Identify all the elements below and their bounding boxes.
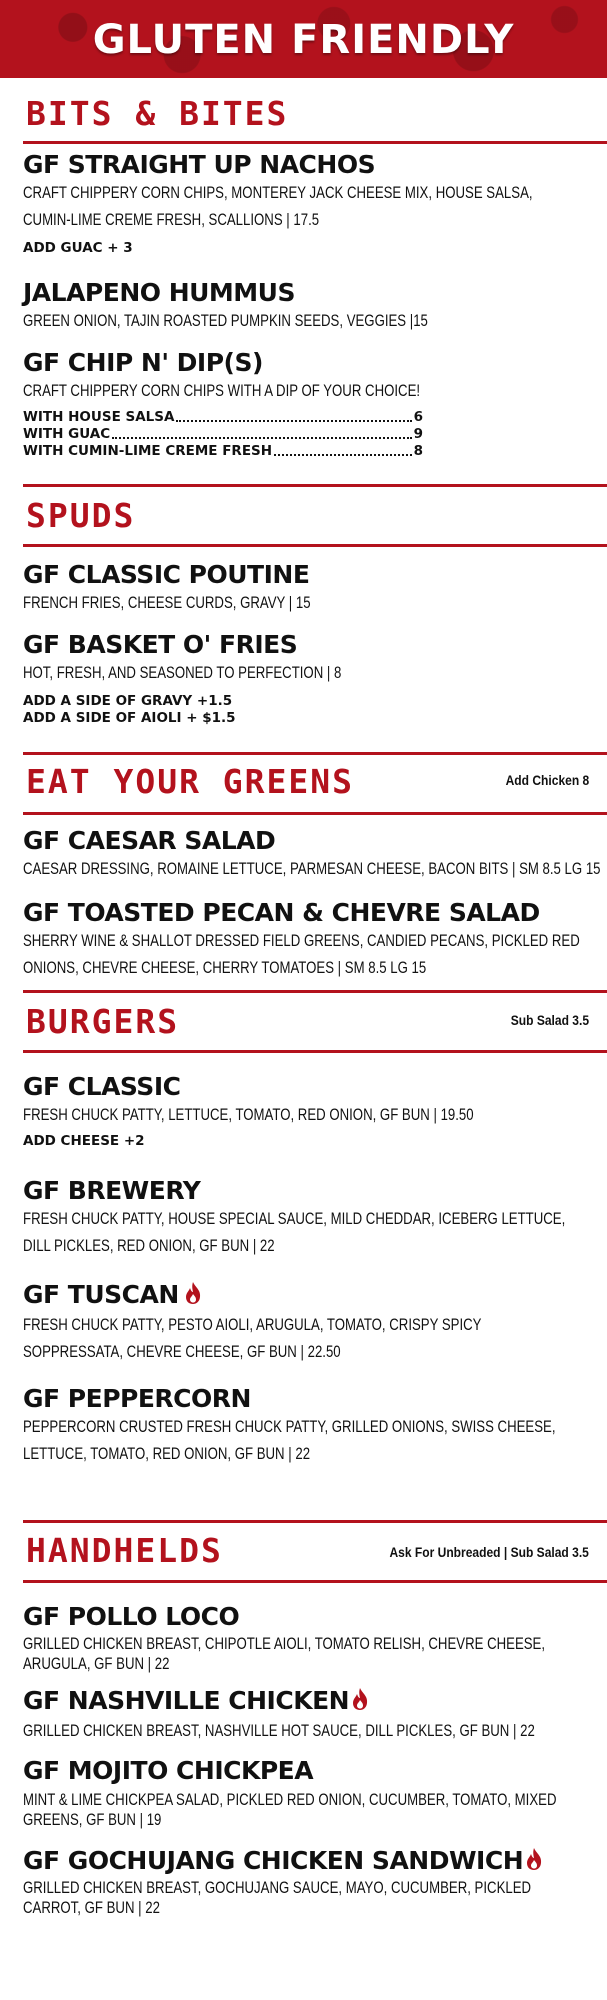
- dip-option-price: 9: [413, 426, 423, 442]
- header-banner: [0, 0, 607, 78]
- item-description: CRAFT CHIPPERY CORN CHIPS, MONTEREY JACK CHEESE MIX, HOUSE SALSA,: [23, 184, 533, 202]
- menu-item-mojito-chickpea: [23, 1756, 593, 1830]
- section-divider: [23, 1580, 607, 1583]
- item-description: GREEN ONION, TAJIN ROASTED PUMPKIN SEEDS, VEGGIES |15: [23, 312, 428, 330]
- menu-item-caesar-salad: [23, 826, 601, 883]
- dotted-leader: [176, 409, 411, 422]
- item-name: GF STRAIGHT UP NACHOS: [23, 150, 376, 179]
- item-addon: ADD A SIDE OF AIOLI + $1.5: [23, 710, 236, 726]
- section-note: Add Chicken 8: [505, 772, 589, 788]
- item-description: GRILLED CHICKEN BREAST, GOCHUJANG SAUCE, MAYO, CUCUMBER, PICKLED: [23, 1879, 532, 1897]
- dip-option: [23, 409, 423, 426]
- item-name: GF NASHVILLE CHICKEN: [23, 1686, 350, 1715]
- section-title-spuds: SPUDS: [26, 496, 136, 535]
- item-description: ARUGULA, GF BUN | 22: [23, 1655, 170, 1673]
- section-divider: [23, 752, 607, 755]
- section-divider: [23, 1050, 607, 1053]
- item-description: PEPPERCORN CRUSTED FRESH CHUCK PATTY, GRILLED ONIONS, SWISS CHEESE,: [23, 1418, 556, 1436]
- item-description: GREENS, GF BUN | 19: [23, 1811, 162, 1829]
- menu-item-gf-tuscan: [23, 1280, 593, 1366]
- item-description: HOT, FRESH, AND SEASONED TO PERFECTION | 8: [23, 664, 342, 682]
- menu-item-chip-n-dips: [23, 348, 593, 460]
- section-divider: [23, 141, 607, 144]
- item-addon: ADD A SIDE OF GRAVY +1.5: [23, 693, 233, 709]
- item-description: FRESH CHUCK PATTY, LETTUCE, TOMATO, RED ONION, GF BUN | 19.50: [23, 1106, 474, 1124]
- section-divider: [23, 1520, 607, 1523]
- section-note: Ask For Unbreaded | Sub Salad 3.5: [389, 1544, 589, 1560]
- item-name: GF PEPPERCORN: [23, 1384, 251, 1413]
- page-title: GLUTEN FRIENDLY: [92, 17, 515, 63]
- dotted-leader: [112, 426, 411, 439]
- menu-item-pecan-chevre-salad: [23, 898, 593, 982]
- item-description: GRILLED CHICKEN BREAST, NASHVILLE HOT SAUCE, DILL PICKLES, GF BUN | 22: [23, 1722, 535, 1740]
- item-description: ONIONS, CHEVRE CHEESE, CHERRY TOMATOES | SM 8.5 LG 15: [23, 959, 427, 977]
- item-description: FRENCH FRIES, CHEESE CURDS, GRAVY | 15: [23, 594, 311, 612]
- section-title-eat-your-greens: EAT YOUR GREENS: [26, 762, 355, 801]
- menu-item-classic-poutine: [23, 560, 593, 617]
- item-description: GRILLED CHICKEN BREAST, CHIPOTLE AIOLI, TOMATO RELISH, CHEVRE CHEESE,: [23, 1635, 546, 1653]
- item-name: GF CHIP N' DIP(S): [23, 348, 263, 377]
- item-name: GF CLASSIC: [23, 1072, 181, 1101]
- item-addon: ADD GUAC + 3: [23, 240, 133, 256]
- item-description: LETTUCE, TOMATO, RED ONION, GF BUN | 22: [23, 1445, 311, 1463]
- section-divider: [23, 812, 607, 815]
- menu-item-straight-up-nachos: [23, 150, 593, 257]
- section-note: Sub Salad 3.5: [510, 1012, 589, 1028]
- menu-item-nashville-chicken: [23, 1686, 593, 1745]
- dip-option: [23, 443, 423, 460]
- item-description: CARROT, GF BUN | 22: [23, 1899, 160, 1917]
- item-description: DILL PICKLES, RED ONION, GF BUN | 22: [23, 1237, 275, 1255]
- item-addon: ADD CHEESE +2: [23, 1133, 145, 1149]
- menu-item-gochujang-chicken: [23, 1846, 593, 1918]
- menu-item-gf-peppercorn: [23, 1384, 593, 1468]
- item-description: FRESH CHUCK PATTY, HOUSE SPECIAL SAUCE, MILD CHEDDAR, ICEBERG LETTUCE,: [23, 1210, 566, 1228]
- menu-item-basket-o-fries: [23, 630, 593, 727]
- dip-option-label: WITH CUMIN-LIME CREME FRESH: [23, 443, 273, 459]
- dotted-leader: [274, 443, 412, 456]
- item-name: GF BASKET O' FRIES: [23, 630, 298, 659]
- dip-option-price: 6: [413, 409, 423, 425]
- item-name: GF GOCHUJANG CHICKEN SANDWICH: [23, 1846, 524, 1875]
- item-description: MINT & LIME CHICKPEA SALAD, PICKLED RED ONION, CUCUMBER, TOMATO, MIXED: [23, 1791, 557, 1809]
- item-name-row: [23, 1280, 593, 1312]
- dip-option-price: 8: [413, 443, 423, 459]
- flame-icon: [524, 1847, 544, 1878]
- item-name: GF TOASTED PECAN & CHEVRE SALAD: [23, 898, 540, 927]
- section-divider: [23, 484, 607, 487]
- item-name: GF TUSCAN: [23, 1280, 179, 1309]
- item-description: CAESAR DRESSING, ROMAINE LETTUCE, PARMESAN CHEESE, BACON BITS | SM 8.5 LG 15: [23, 860, 601, 878]
- section-divider: [23, 544, 607, 547]
- item-name: GF POLLO LOCO: [23, 1602, 240, 1631]
- flame-icon: [350, 1687, 370, 1718]
- item-name: GF CLASSIC POUTINE: [23, 560, 310, 589]
- menu-item-pollo-loco: [23, 1602, 593, 1674]
- item-name: GF MOJITO CHICKPEA: [23, 1756, 314, 1785]
- flame-icon: [183, 1281, 203, 1312]
- menu-item-gf-classic: [23, 1072, 593, 1150]
- item-description: SOPPRESSATA, CHEVRE CHEESE, GF BUN | 22.50: [23, 1343, 341, 1361]
- dip-option-label: WITH GUAC: [23, 426, 111, 442]
- item-name: JALAPENO HUMMUS: [23, 278, 295, 307]
- menu-item-jalapeno-hummus: [23, 278, 593, 335]
- section-divider: [23, 990, 607, 993]
- item-name: GF BREWERY: [23, 1176, 201, 1205]
- item-description: CUMIN-LIME CREME FRESH, SCALLIONS | 17.5: [23, 211, 320, 229]
- item-name-row: [23, 1686, 593, 1718]
- item-description: CRAFT CHIPPERY CORN CHIPS WITH A DIP OF YOUR CHOICE!: [23, 382, 421, 400]
- menu-item-gf-brewery: [23, 1176, 593, 1260]
- section-title-handhelds: HANDHELDS: [26, 1531, 223, 1570]
- item-description: SHERRY WINE & SHALLOT DRESSED FIELD GREENS, CANDIED PECANS, PICKLED RED: [23, 932, 580, 950]
- item-name: GF CAESAR SALAD: [23, 826, 276, 855]
- section-title-burgers: BURGERS: [26, 1002, 180, 1041]
- item-name-row: [23, 1846, 593, 1878]
- dip-option-label: WITH HOUSE SALSA: [23, 409, 175, 425]
- section-title-bits-and-bites: BITS & BITES: [26, 94, 289, 133]
- dip-option: [23, 426, 423, 443]
- item-description: FRESH CHUCK PATTY, PESTO AIOLI, ARUGULA, TOMATO, CRISPY SPICY: [23, 1316, 482, 1334]
